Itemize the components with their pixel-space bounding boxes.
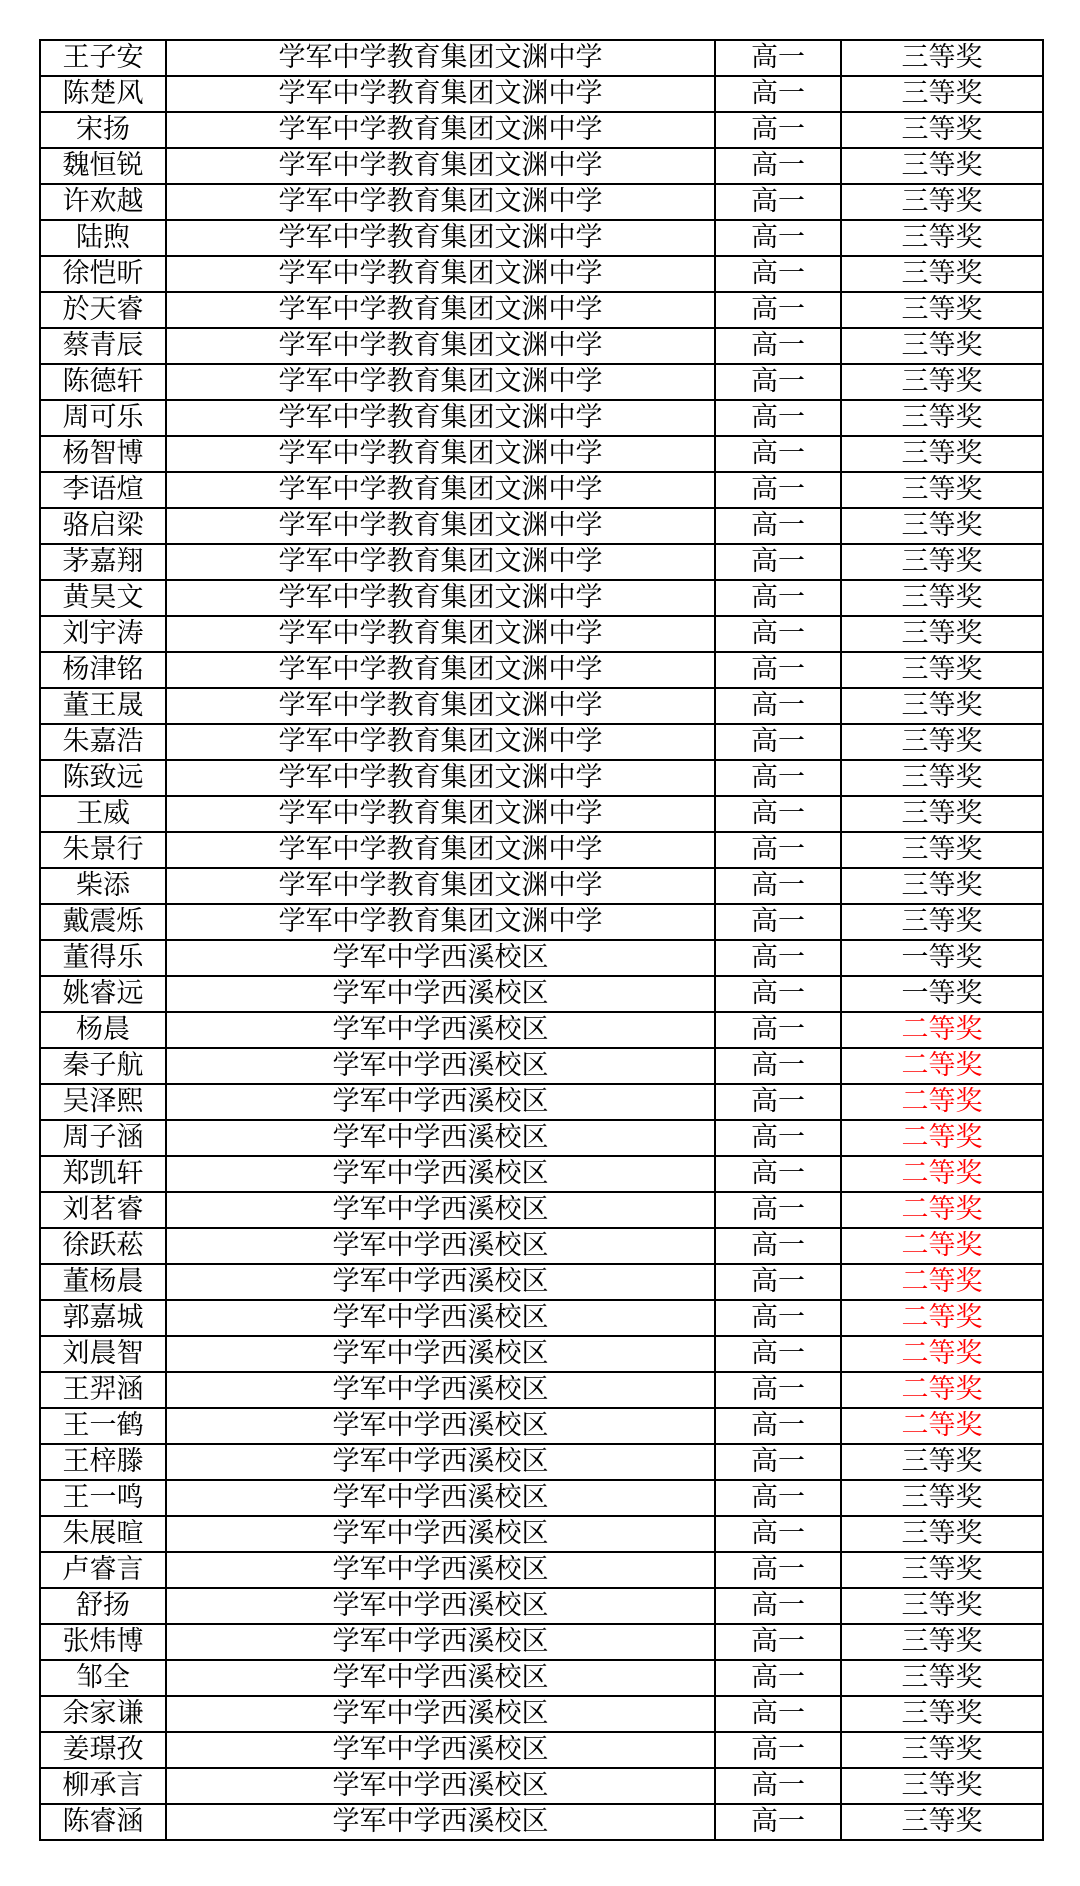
award-cell: 三等奖	[841, 40, 1043, 76]
student-name-cell: 陆煦	[40, 220, 166, 256]
award-cell: 二等奖	[841, 1156, 1043, 1192]
award-cell: 二等奖	[841, 1228, 1043, 1264]
table-row	[40, 832, 1043, 868]
school-cell: 学军中学教育集团文渊中学	[166, 220, 715, 256]
grade-cell: 高一	[715, 1084, 841, 1120]
grade-cell: 高一	[715, 292, 841, 328]
student-name-cell: 李语煊	[40, 472, 166, 508]
grade-cell: 高一	[715, 256, 841, 292]
student-name-cell: 戴震烁	[40, 904, 166, 940]
school-cell: 学军中学西溪校区	[166, 1768, 715, 1804]
table-row	[40, 1480, 1043, 1516]
student-name-cell: 刘宇涛	[40, 616, 166, 652]
grade-cell: 高一	[715, 1804, 841, 1840]
table-row	[40, 544, 1043, 580]
table-row	[40, 292, 1043, 328]
school-cell: 学军中学教育集团文渊中学	[166, 652, 715, 688]
student-name-cell: 黄昊文	[40, 580, 166, 616]
grade-cell: 高一	[715, 328, 841, 364]
table-row	[40, 256, 1043, 292]
table-row	[40, 76, 1043, 112]
grade-cell: 高一	[715, 616, 841, 652]
table-row	[40, 904, 1043, 940]
grade-cell: 高一	[715, 1480, 841, 1516]
grade-cell: 高一	[715, 1048, 841, 1084]
grade-cell: 高一	[715, 148, 841, 184]
school-cell: 学军中学西溪校区	[166, 1228, 715, 1264]
award-cell: 三等奖	[841, 1624, 1043, 1660]
award-cell: 二等奖	[841, 1084, 1043, 1120]
student-name-cell: 周可乐	[40, 400, 166, 436]
table-row	[40, 112, 1043, 148]
award-cell: 三等奖	[841, 688, 1043, 724]
school-cell: 学军中学教育集团文渊中学	[166, 904, 715, 940]
grade-cell: 高一	[715, 940, 841, 976]
award-cell: 三等奖	[841, 184, 1043, 220]
award-cell: 三等奖	[841, 472, 1043, 508]
student-name-cell: 宋扬	[40, 112, 166, 148]
table-row	[40, 1444, 1043, 1480]
table-row	[40, 148, 1043, 184]
table-row	[40, 400, 1043, 436]
award-cell: 三等奖	[841, 1696, 1043, 1732]
school-cell: 学军中学西溪校区	[166, 1048, 715, 1084]
student-name-cell: 卢睿言	[40, 1552, 166, 1588]
grade-cell: 高一	[715, 1696, 841, 1732]
grade-cell: 高一	[715, 508, 841, 544]
grade-cell: 高一	[715, 220, 841, 256]
school-cell: 学军中学西溪校区	[166, 1660, 715, 1696]
table-row	[40, 184, 1043, 220]
table-row	[40, 1408, 1043, 1444]
school-cell: 学军中学西溪校区	[166, 1516, 715, 1552]
school-cell: 学军中学西溪校区	[166, 1264, 715, 1300]
grade-cell: 高一	[715, 112, 841, 148]
award-cell: 三等奖	[841, 1552, 1043, 1588]
student-name-cell: 徐跃菘	[40, 1228, 166, 1264]
grade-cell: 高一	[715, 868, 841, 904]
award-list-table	[39, 39, 1044, 1841]
student-name-cell: 魏恒锐	[40, 148, 166, 184]
school-cell: 学军中学西溪校区	[166, 1480, 715, 1516]
grade-cell: 高一	[715, 1336, 841, 1372]
table-row	[40, 688, 1043, 724]
grade-cell: 高一	[715, 1228, 841, 1264]
grade-cell: 高一	[715, 76, 841, 112]
school-cell: 学军中学教育集团文渊中学	[166, 544, 715, 580]
grade-cell: 高一	[715, 472, 841, 508]
student-name-cell: 姚睿远	[40, 976, 166, 1012]
student-name-cell: 姜璟孜	[40, 1732, 166, 1768]
student-name-cell: 王子安	[40, 40, 166, 76]
award-cell: 三等奖	[841, 616, 1043, 652]
table-row	[40, 1264, 1043, 1300]
table-row	[40, 1552, 1043, 1588]
table-row	[40, 1660, 1043, 1696]
student-name-cell: 董王晟	[40, 688, 166, 724]
award-cell: 三等奖	[841, 400, 1043, 436]
table-row	[40, 1336, 1043, 1372]
table-row	[40, 796, 1043, 832]
student-name-cell: 王羿涵	[40, 1372, 166, 1408]
grade-cell: 高一	[715, 1120, 841, 1156]
grade-cell: 高一	[715, 1732, 841, 1768]
award-cell: 二等奖	[841, 1012, 1043, 1048]
table-row	[40, 328, 1043, 364]
student-name-cell: 骆启梁	[40, 508, 166, 544]
table-row	[40, 940, 1043, 976]
student-name-cell: 杨智博	[40, 436, 166, 472]
award-cell: 三等奖	[841, 76, 1043, 112]
table-row	[40, 1300, 1043, 1336]
student-name-cell: 余家谦	[40, 1696, 166, 1732]
award-cell: 三等奖	[841, 364, 1043, 400]
grade-cell: 高一	[715, 1192, 841, 1228]
student-name-cell: 郭嘉城	[40, 1300, 166, 1336]
table-row	[40, 40, 1043, 76]
table-row	[40, 364, 1043, 400]
student-name-cell: 郑凯轩	[40, 1156, 166, 1192]
school-cell: 学军中学西溪校区	[166, 1804, 715, 1840]
table-row	[40, 724, 1043, 760]
award-cell: 三等奖	[841, 220, 1043, 256]
student-name-cell: 陈楚风	[40, 76, 166, 112]
award-cell: 三等奖	[841, 580, 1043, 616]
school-cell: 学军中学教育集团文渊中学	[166, 796, 715, 832]
student-name-cell: 朱景行	[40, 832, 166, 868]
grade-cell: 高一	[715, 184, 841, 220]
school-cell: 学军中学西溪校区	[166, 1192, 715, 1228]
award-cell: 三等奖	[841, 544, 1043, 580]
award-cell: 二等奖	[841, 1048, 1043, 1084]
award-list-body	[40, 40, 1043, 1840]
student-name-cell: 王一鸣	[40, 1480, 166, 1516]
student-name-cell: 陈德轩	[40, 364, 166, 400]
student-name-cell: 徐恺昕	[40, 256, 166, 292]
student-name-cell: 吴泽熙	[40, 1084, 166, 1120]
grade-cell: 高一	[715, 1660, 841, 1696]
table-row	[40, 760, 1043, 796]
grade-cell: 高一	[715, 1300, 841, 1336]
grade-cell: 高一	[715, 1768, 841, 1804]
grade-cell: 高一	[715, 1264, 841, 1300]
award-cell: 三等奖	[841, 796, 1043, 832]
table-row	[40, 868, 1043, 904]
award-cell: 三等奖	[841, 868, 1043, 904]
award-cell: 三等奖	[841, 652, 1043, 688]
table-row	[40, 436, 1043, 472]
student-name-cell: 杨晨	[40, 1012, 166, 1048]
school-cell: 学军中学教育集团文渊中学	[166, 580, 715, 616]
table-row	[40, 1192, 1043, 1228]
award-cell: 三等奖	[841, 1660, 1043, 1696]
grade-cell: 高一	[715, 436, 841, 472]
grade-cell: 高一	[715, 1552, 841, 1588]
table-row	[40, 976, 1043, 1012]
table-row	[40, 1696, 1043, 1732]
school-cell: 学军中学西溪校区	[166, 1732, 715, 1768]
grade-cell: 高一	[715, 760, 841, 796]
award-cell: 二等奖	[841, 1408, 1043, 1444]
award-cell: 三等奖	[841, 148, 1043, 184]
grade-cell: 高一	[715, 652, 841, 688]
school-cell: 学军中学西溪校区	[166, 1336, 715, 1372]
school-cell: 学军中学西溪校区	[166, 1408, 715, 1444]
grade-cell: 高一	[715, 1588, 841, 1624]
school-cell: 学军中学西溪校区	[166, 1084, 715, 1120]
student-name-cell: 董得乐	[40, 940, 166, 976]
student-name-cell: 杨津铭	[40, 652, 166, 688]
student-name-cell: 陈致远	[40, 760, 166, 796]
table-row	[40, 1084, 1043, 1120]
award-cell: 三等奖	[841, 760, 1043, 796]
school-cell: 学军中学西溪校区	[166, 1156, 715, 1192]
table-row	[40, 652, 1043, 688]
award-cell: 一等奖	[841, 940, 1043, 976]
student-name-cell: 舒扬	[40, 1588, 166, 1624]
award-cell: 三等奖	[841, 1732, 1043, 1768]
student-name-cell: 邹全	[40, 1660, 166, 1696]
student-name-cell: 刘茗睿	[40, 1192, 166, 1228]
grade-cell: 高一	[715, 580, 841, 616]
grade-cell: 高一	[715, 544, 841, 580]
award-cell: 三等奖	[841, 1444, 1043, 1480]
table-row	[40, 220, 1043, 256]
award-cell: 二等奖	[841, 1192, 1043, 1228]
school-cell: 学军中学教育集团文渊中学	[166, 76, 715, 112]
table-row	[40, 1732, 1043, 1768]
school-cell: 学军中学西溪校区	[166, 1624, 715, 1660]
school-cell: 学军中学教育集团文渊中学	[166, 688, 715, 724]
award-cell: 三等奖	[841, 1804, 1043, 1840]
student-name-cell: 朱嘉浩	[40, 724, 166, 760]
student-name-cell: 许欢越	[40, 184, 166, 220]
school-cell: 学军中学教育集团文渊中学	[166, 256, 715, 292]
award-cell: 三等奖	[841, 832, 1043, 868]
award-cell: 二等奖	[841, 1120, 1043, 1156]
school-cell: 学军中学教育集团文渊中学	[166, 400, 715, 436]
award-cell: 三等奖	[841, 256, 1043, 292]
grade-cell: 高一	[715, 724, 841, 760]
award-cell: 三等奖	[841, 1588, 1043, 1624]
school-cell: 学军中学西溪校区	[166, 1696, 715, 1732]
table-row	[40, 472, 1043, 508]
award-cell: 二等奖	[841, 1300, 1043, 1336]
table-row	[40, 1768, 1043, 1804]
school-cell: 学军中学教育集团文渊中学	[166, 760, 715, 796]
grade-cell: 高一	[715, 976, 841, 1012]
school-cell: 学军中学教育集团文渊中学	[166, 328, 715, 364]
school-cell: 学军中学教育集团文渊中学	[166, 472, 715, 508]
student-name-cell: 於天睿	[40, 292, 166, 328]
school-cell: 学军中学教育集团文渊中学	[166, 868, 715, 904]
school-cell: 学军中学教育集团文渊中学	[166, 436, 715, 472]
grade-cell: 高一	[715, 1516, 841, 1552]
school-cell: 学军中学西溪校区	[166, 1588, 715, 1624]
table-row	[40, 1228, 1043, 1264]
grade-cell: 高一	[715, 364, 841, 400]
school-cell: 学军中学西溪校区	[166, 976, 715, 1012]
grade-cell: 高一	[715, 40, 841, 76]
school-cell: 学军中学教育集团文渊中学	[166, 292, 715, 328]
school-cell: 学军中学西溪校区	[166, 1444, 715, 1480]
student-name-cell: 董杨晨	[40, 1264, 166, 1300]
school-cell: 学军中学教育集团文渊中学	[166, 40, 715, 76]
school-cell: 学军中学西溪校区	[166, 1012, 715, 1048]
grade-cell: 高一	[715, 688, 841, 724]
student-name-cell: 王威	[40, 796, 166, 832]
table-row	[40, 1120, 1043, 1156]
student-name-cell: 陈睿涵	[40, 1804, 166, 1840]
school-cell: 学军中学西溪校区	[166, 1300, 715, 1336]
grade-cell: 高一	[715, 1156, 841, 1192]
table-row	[40, 580, 1043, 616]
school-cell: 学军中学教育集团文渊中学	[166, 364, 715, 400]
table-row	[40, 1516, 1043, 1552]
school-cell: 学军中学教育集团文渊中学	[166, 508, 715, 544]
student-name-cell: 蔡青辰	[40, 328, 166, 364]
school-cell: 学军中学西溪校区	[166, 1372, 715, 1408]
grade-cell: 高一	[715, 400, 841, 436]
school-cell: 学军中学西溪校区	[166, 1552, 715, 1588]
school-cell: 学军中学教育集团文渊中学	[166, 184, 715, 220]
student-name-cell: 周子涵	[40, 1120, 166, 1156]
award-cell: 二等奖	[841, 1372, 1043, 1408]
student-name-cell: 柴添	[40, 868, 166, 904]
award-cell: 三等奖	[841, 1516, 1043, 1552]
school-cell: 学军中学教育集团文渊中学	[166, 616, 715, 652]
award-cell: 三等奖	[841, 508, 1043, 544]
student-name-cell: 刘晨智	[40, 1336, 166, 1372]
award-cell: 二等奖	[841, 1336, 1043, 1372]
table-row	[40, 1804, 1043, 1840]
award-cell: 二等奖	[841, 1264, 1043, 1300]
award-cell: 三等奖	[841, 436, 1043, 472]
school-cell: 学军中学教育集团文渊中学	[166, 112, 715, 148]
grade-cell: 高一	[715, 904, 841, 940]
student-name-cell: 秦子航	[40, 1048, 166, 1084]
grade-cell: 高一	[715, 1444, 841, 1480]
grade-cell: 高一	[715, 796, 841, 832]
school-cell: 学军中学教育集团文渊中学	[166, 148, 715, 184]
student-name-cell: 王梓滕	[40, 1444, 166, 1480]
award-cell: 一等奖	[841, 976, 1043, 1012]
student-name-cell: 王一鹤	[40, 1408, 166, 1444]
table-row	[40, 1624, 1043, 1660]
grade-cell: 高一	[715, 1372, 841, 1408]
grade-cell: 高一	[715, 832, 841, 868]
student-name-cell: 朱展暄	[40, 1516, 166, 1552]
grade-cell: 高一	[715, 1012, 841, 1048]
school-cell: 学军中学西溪校区	[166, 1120, 715, 1156]
student-name-cell: 张炜博	[40, 1624, 166, 1660]
grade-cell: 高一	[715, 1408, 841, 1444]
student-name-cell: 柳承言	[40, 1768, 166, 1804]
award-cell: 三等奖	[841, 1768, 1043, 1804]
school-cell: 学军中学教育集团文渊中学	[166, 724, 715, 760]
table-row	[40, 1588, 1043, 1624]
table-row	[40, 1012, 1043, 1048]
table-row	[40, 1048, 1043, 1084]
award-cell: 三等奖	[841, 112, 1043, 148]
table-row	[40, 616, 1043, 652]
award-cell: 三等奖	[841, 904, 1043, 940]
table-row	[40, 1372, 1043, 1408]
table-row	[40, 1156, 1043, 1192]
school-cell: 学军中学教育集团文渊中学	[166, 832, 715, 868]
student-name-cell: 茅嘉翔	[40, 544, 166, 580]
award-cell: 三等奖	[841, 292, 1043, 328]
school-cell: 学军中学西溪校区	[166, 940, 715, 976]
award-cell: 三等奖	[841, 1480, 1043, 1516]
award-cell: 三等奖	[841, 724, 1043, 760]
award-cell: 三等奖	[841, 328, 1043, 364]
table-row	[40, 508, 1043, 544]
grade-cell: 高一	[715, 1624, 841, 1660]
